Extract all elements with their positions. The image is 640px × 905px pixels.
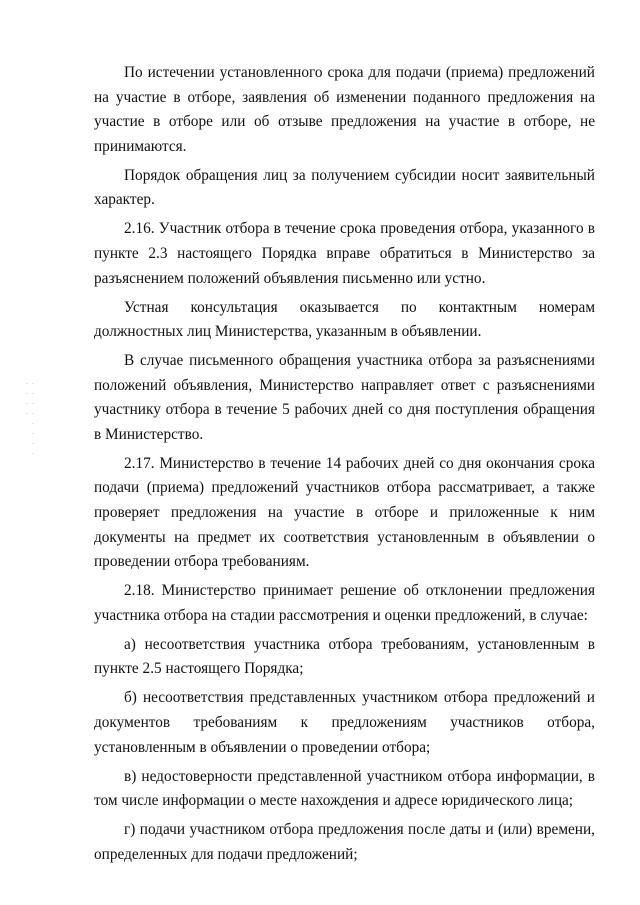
list-item-a: а) несоответствия участника отбора требованиям, установленным в пункте 2.5 настоящего Порядка;	[94, 635, 595, 678]
paragraph-2-18: 2.18. Министерство принимает решение об отклонении предложения участника отбора на стадии рассмотрения и оценки предложений, в случае:	[94, 582, 595, 624]
paragraph-2-17: 2.17. Министерство в течение 14 рабочих дней со дня окончания срока подачи (приема) предложений участников отбора рассматривает, а также проверяет предложения на участие в отборе и приложенные к ним документы на предмет их соответствия установленным в объявлении о проведении отбора требованиям.	[94, 454, 595, 571]
paragraph-application-nature: Порядок обращения лиц за получением субсидии носит заявительный характер.	[94, 166, 595, 209]
paragraph-2-16: 2.16. Участник отбора в течение срока проведения отбора, указанного в пункте 2.3 настоящего Порядка вправе обратиться в Министерство за разъяснением положений объявления письменно или устно.	[94, 220, 595, 287]
paragraph-written-request: В случае письменного обращения участника отбора за разъяснениями положений объявления, Министерство направляет ответ с разъяснениями участнику отбора в течение 5 рабочих дней со дня поступления обращения в Министерство.	[94, 352, 595, 443]
list-item-g: г) подачи участником отбора предложения после даты и (или) времени, определенных для подачи предложений;	[94, 821, 595, 863]
list-item-b: б) несоответствия представленных участником отбора предложений и документов требованиям к предложениям участников отбора, установленным в объявлении о проведении отбора;	[94, 689, 595, 756]
paragraph-oral-consultation: Устная консультация оказывается по контактным номерам должностных лиц Министерства, указанным в объявлении.	[94, 298, 595, 341]
paragraph-submission-deadline: По истечении установленного срока для подачи (приема) предложений на участие в отборе, заявления об изменении поданного предложения на участие в отборе или об отзыве предложения на участие в отборе, не принимаются.	[94, 64, 595, 155]
document-body	[94, 61, 595, 872]
list-item-v: в) недостоверности представленной участником отбора информации, в том числе информации о месте нахождения и адресе юридического лица;	[94, 767, 595, 810]
margin-stamp-marks: · · · · · · · · · · · ·	[23, 382, 35, 458]
